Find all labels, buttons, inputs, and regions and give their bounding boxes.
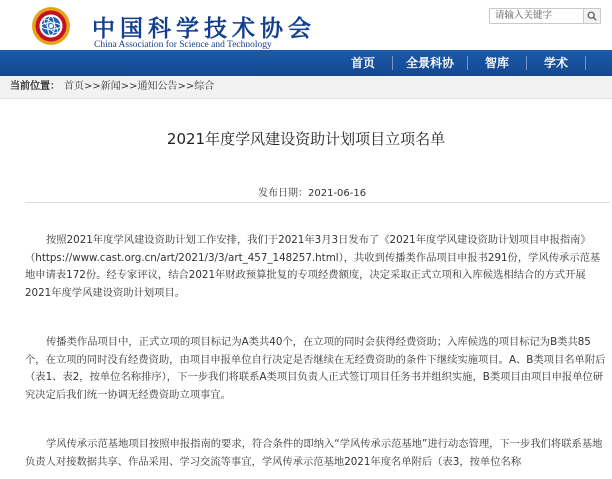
breadcrumb-separator: >> [120, 81, 138, 92]
site-header [0, 0, 612, 50]
search-icon [587, 11, 597, 21]
publish-date [258, 184, 366, 199]
nav-item-think-tank[interactable]: 智库 [484, 56, 509, 70]
article-title: 2021年度学风建设资助计划项目立项名单 [166, 130, 446, 148]
logo-english-name[interactable]: China Association for Science and Technology [94, 40, 272, 50]
nav-item-home[interactable]: 首页 [350, 56, 375, 70]
nav-divider [585, 56, 586, 70]
breadcrumb-link-notices[interactable]: 通知公告 [137, 81, 178, 92]
breadcrumb-link-general[interactable]: 综合 [194, 81, 215, 92]
breadcrumb-separator: >> [177, 81, 195, 92]
search-input[interactable] [489, 8, 588, 24]
article-paragraph: 按照2021年度学风建设资助计划工作安排，我们于2021年3月3日发布了《2021年度学风建设资助计划项目申报指南》（https://www.cast.org.cn/art/2021/3/3/art_457_148257.html），共收到传播类作品项目申报书291份，学风传承示范基地申请表172份。经专家评议，结合2021年财政预算批复的专项经费额度，决定采取正式立项和入库候选相结合的方式开展2021年度学风建设资助计划项目。 [25, 234, 601, 299]
breadcrumb [0, 76, 612, 99]
nav-item-overview[interactable]: 全景科协 [405, 56, 454, 70]
breadcrumb-path [64, 76, 214, 98]
nav-item-academic[interactable]: 学术 [543, 56, 568, 70]
breadcrumb-separator: >> [84, 81, 101, 92]
article-paragraph: 传播类作品项目中，正式立项的项目标记为A类共40个，在立项的同时会获得经费资助；入库候选的项目标记为B类共85个，在立项的同时没有经费资助，由项目申报单位自行决定是否继续在无经费资助的条件下继续实施项目。A、B类项目名单附后（表1、表2，按单位名称排序），下一步我们将联系A类项目负责人正式签订项目任务书并组织实施，B类项目由项目申报单位研究决定后我们统一协调无经费资助立项事宜。 [25, 336, 606, 401]
publish-date-value: 2021-06-16 [308, 188, 367, 199]
search-button[interactable] [583, 8, 601, 24]
main-nav [0, 50, 612, 76]
cast-emblem-icon[interactable] [31, 6, 71, 46]
article-paragraph: 学风传承示范基地项目按照申报指南的要求，符合条件的即纳入“学风传承示范基地”进行动态管理，下一步我们将联系基地负责人对接数据共享、作品采用、学习交流等事宜，学风传承示范基地2021年度名单附后（表3，按单位名称 [25, 438, 603, 468]
logo-chinese-name[interactable]: 中国科学技术协会 [92, 15, 316, 42]
breadcrumb-link-news[interactable]: 新闻 [100, 81, 121, 92]
breadcrumb-label: 当前位置： [10, 81, 60, 92]
title-divider [25, 202, 610, 203]
publish-date-label: 发布日期： [258, 188, 308, 199]
breadcrumb-link-home[interactable]: 首页 [64, 81, 84, 92]
